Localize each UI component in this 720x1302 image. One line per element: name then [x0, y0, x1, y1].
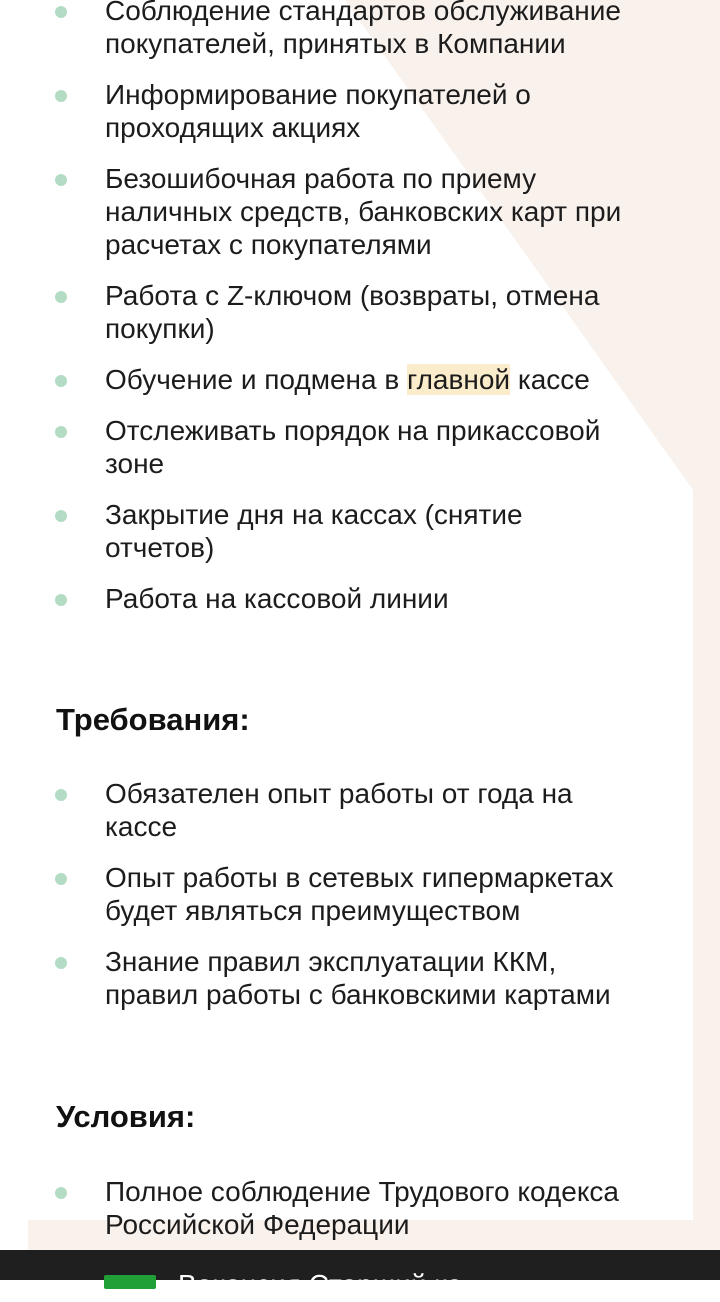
bullet-icon [55, 789, 67, 801]
list-item-line: Безошибочная работа по приему [105, 163, 537, 194]
list-item-line: покупки) [105, 313, 215, 344]
list-item-line: расчетах с покупателями [105, 229, 432, 260]
list-item-line: Знание правил эксплуатации ККМ, [105, 946, 557, 977]
list-item-line: будет являться преимуществом [105, 895, 521, 926]
list-item-line: проходящих акциях [105, 112, 361, 143]
bullet-icon [55, 426, 67, 438]
requirements-list [0, 777, 720, 1011]
list-item-line: Соблюдение стандартов обслуживание [105, 0, 621, 26]
list-item-line: покупателей, принятых в Компании [105, 28, 566, 59]
requirements-heading: Требования: [56, 702, 250, 737]
list-item-line: Опыт работы в сетевых гипермаркетах [105, 862, 614, 893]
conditions-list [0, 1175, 720, 1241]
bullet-icon [55, 90, 67, 102]
list-item [0, 777, 720, 843]
duties-list [0, 0, 720, 615]
list-item-line: Обязателен опыт работы от года на [105, 778, 573, 809]
list-item-line: Отслеживать порядок на прикассовой [105, 415, 601, 446]
list-item-line: Полное соблюдение Трудового кодекса [105, 1176, 619, 1207]
list-item-line: отчетов) [105, 532, 215, 563]
list-item [0, 498, 720, 564]
list-item [0, 78, 720, 144]
bullet-icon [55, 375, 67, 387]
list-item [0, 162, 720, 261]
list-item [0, 279, 720, 345]
bullet-icon [55, 510, 67, 522]
list-item-text: Обучение и подмена в [105, 364, 407, 395]
list-item-line: кассе [105, 811, 178, 842]
list-item-line: Информирование покупателей о [105, 79, 531, 110]
list-item-line: правил работы с банковскими картами [105, 979, 611, 1010]
list-item [0, 582, 720, 615]
list-item [0, 1175, 720, 1241]
list-item-line: наличных средств, банковских карт при [105, 196, 622, 227]
brand-logo-icon [104, 1275, 156, 1289]
bullet-icon [55, 873, 67, 885]
bullet-icon [55, 291, 67, 303]
conditions-heading: Условия: [56, 1099, 196, 1134]
list-item [0, 363, 720, 396]
list-item-line: Закрытие дня на кассах (снятие [105, 499, 523, 530]
list-item-line: Российской Федерации [105, 1209, 410, 1240]
list-item-line: зоне [105, 448, 165, 479]
list-item-line: Работа с Z-ключом (возвраты, отмена [105, 280, 600, 311]
search-highlight: главной [406, 364, 511, 395]
list-item [0, 945, 720, 1011]
list-item-line: Работа на кассовой линии [105, 583, 449, 614]
bullet-icon [55, 957, 67, 969]
bullet-icon [55, 6, 67, 18]
list-item [0, 414, 720, 480]
bullet-icon [55, 174, 67, 186]
bottom-bar-title[interactable]: Вакансия Старший ко [178, 1269, 463, 1300]
list-item [0, 0, 720, 60]
bottom-vacancy-bar[interactable] [0, 1250, 720, 1300]
bullet-icon [55, 1187, 67, 1199]
list-item-text: кассе [510, 364, 590, 395]
list-item [0, 861, 720, 927]
bullet-icon [55, 594, 67, 606]
